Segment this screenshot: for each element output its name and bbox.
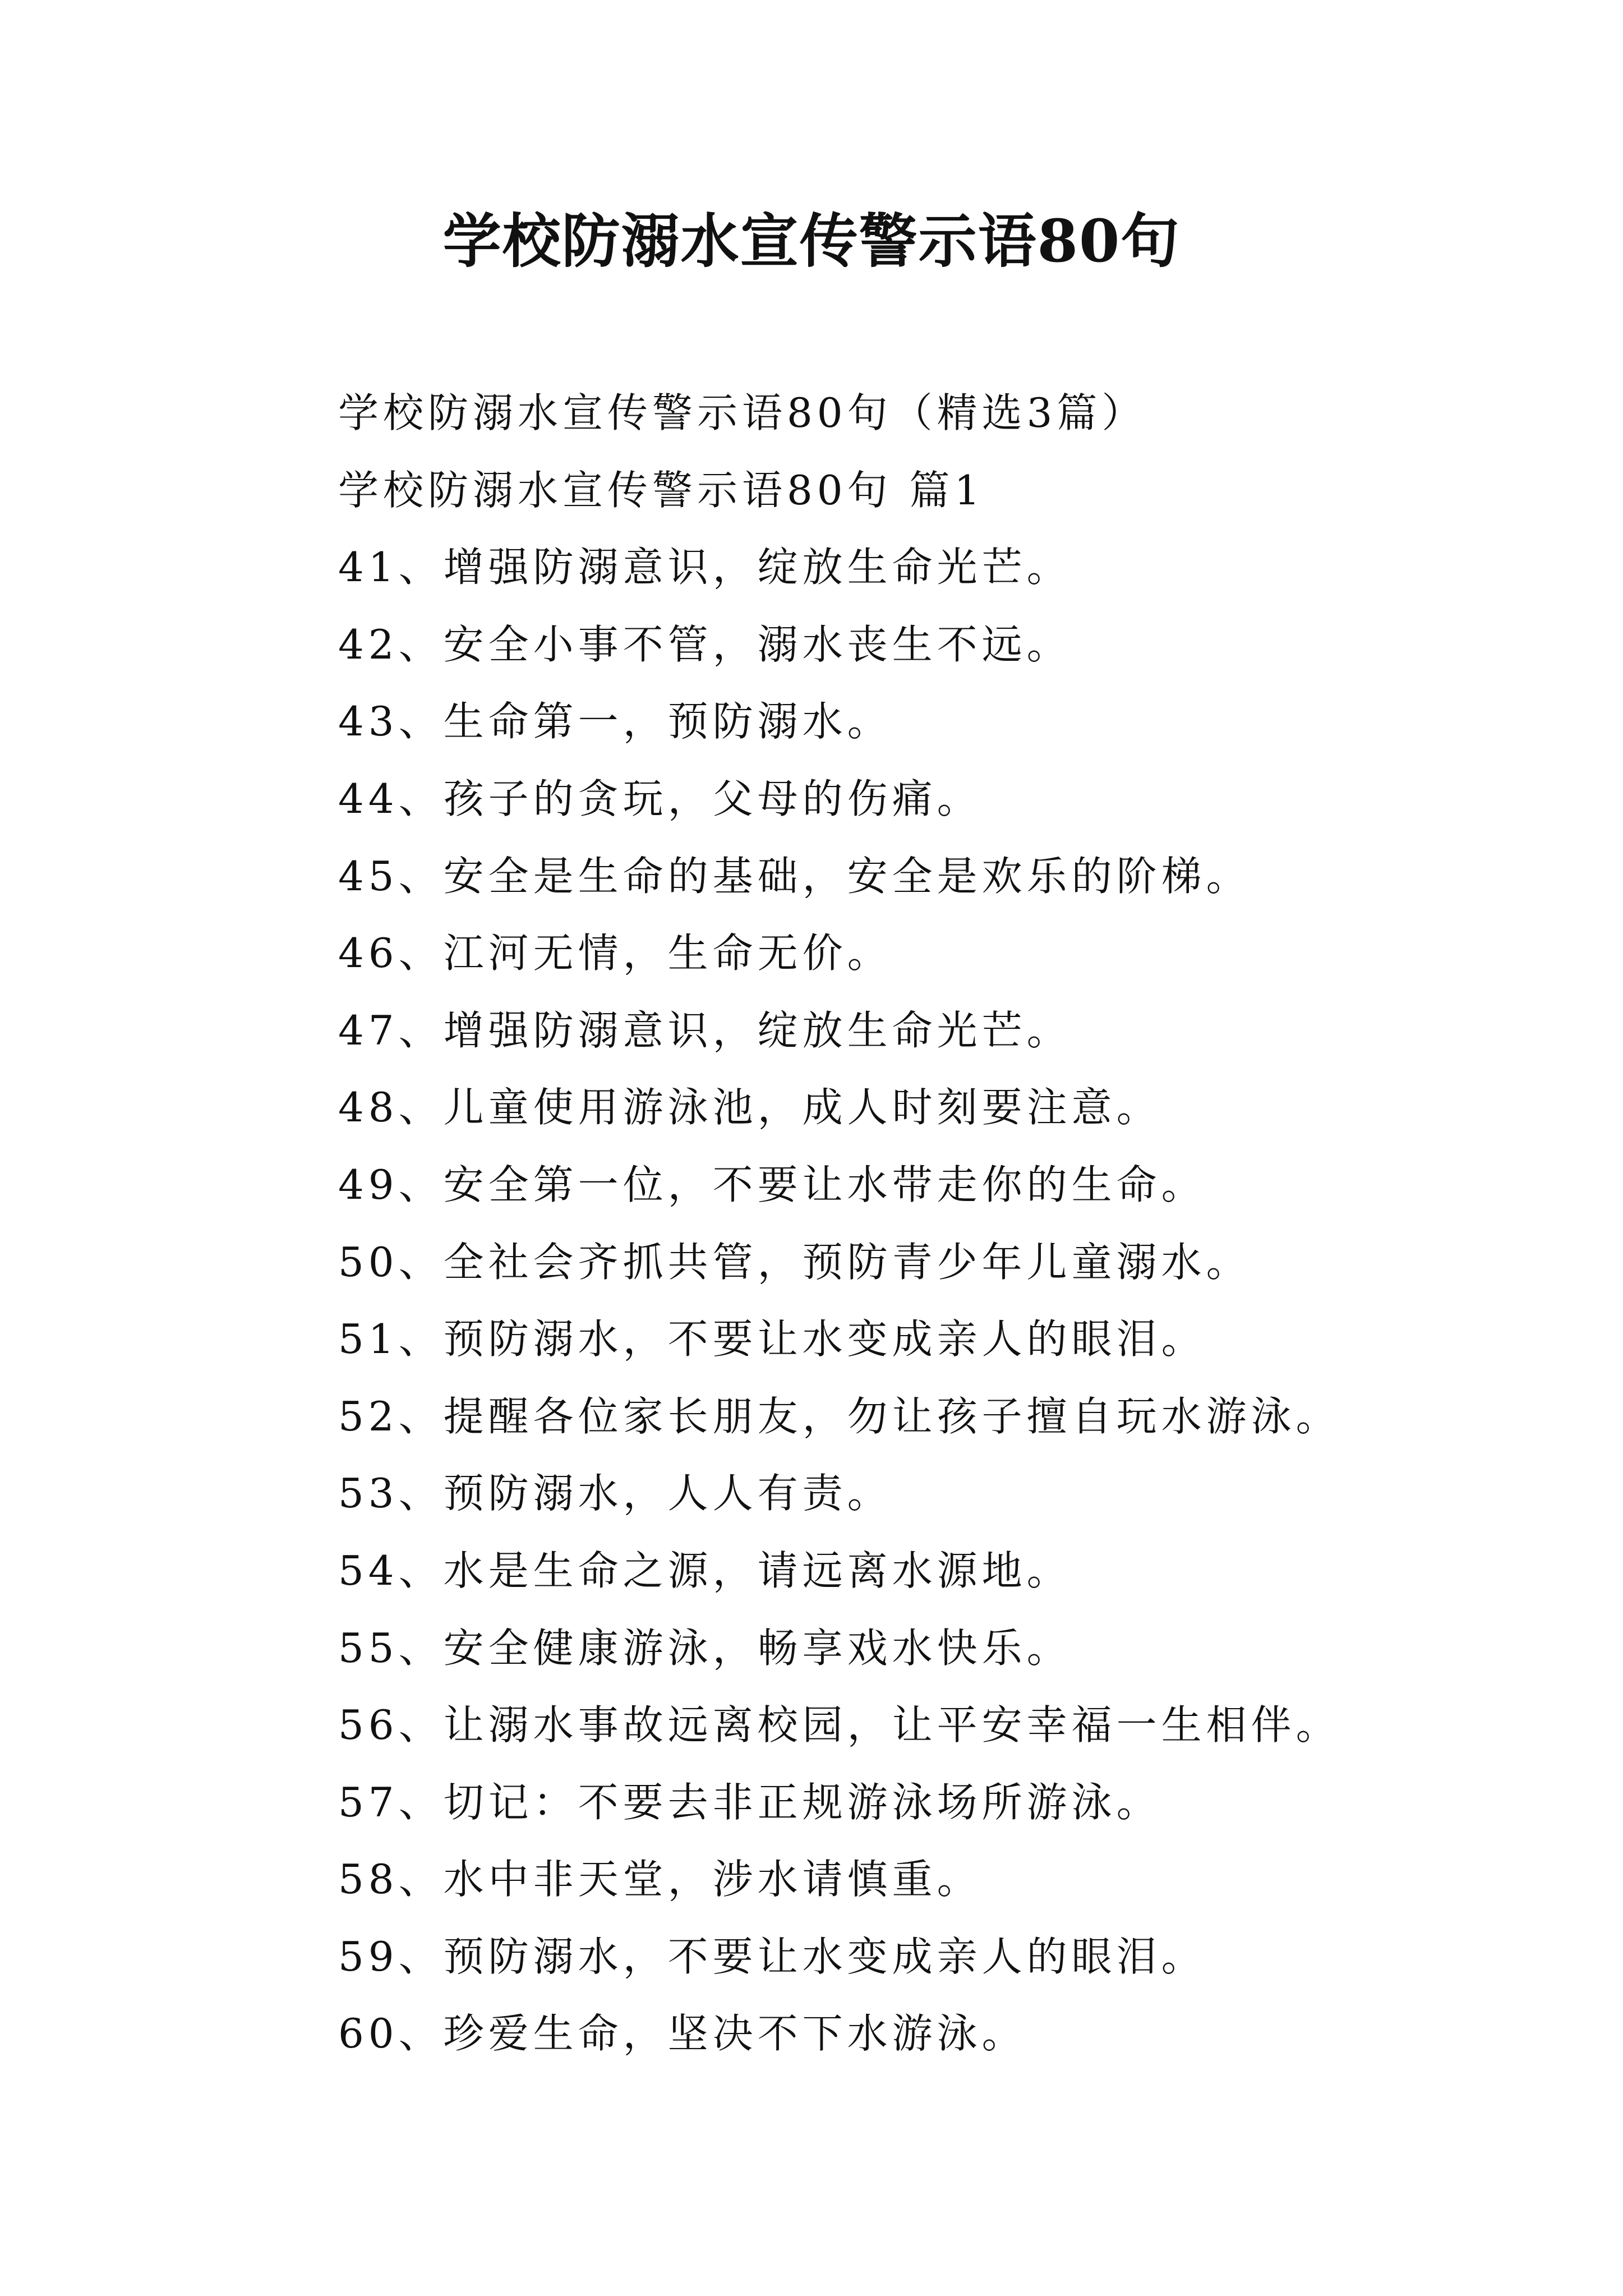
slogan-57: 57、切记：不要去非正规游泳场所游泳。 xyxy=(338,1778,1161,1826)
section-heading: 学校防溺水宣传警示语80句 篇1 xyxy=(338,466,985,514)
slogan-48: 48、儿童使用游泳池，成人时刻要注意。 xyxy=(338,1084,1161,1131)
subtitle-line: 学校防溺水宣传警示语80句（精选3篇） xyxy=(338,389,1147,436)
slogan-43: 43、生命第一，预防溺水。 xyxy=(338,698,892,746)
slogan-58: 58、水中非天堂，涉水请慎重。 xyxy=(338,1856,982,1903)
slogan-59: 59、预防溺水，不要让水变成亲人的眼泪。 xyxy=(338,1932,1206,1980)
slogan-44: 44、孩子的贪玩，父母的伤痛。 xyxy=(338,775,982,822)
slogan-41: 41、增强防溺意识，绽放生命光芒。 xyxy=(338,544,1072,591)
slogan-60: 60、珍爱生命，坚决不下水游泳。 xyxy=(338,2010,1027,2058)
slogan-42: 42、安全小事不管，溺水丧生不远。 xyxy=(338,620,1072,668)
slogan-51: 51、预防溺水，不要让水变成亲人的眼泪。 xyxy=(338,1315,1206,1363)
slogan-54: 54、水是生命之源，请远离水源地。 xyxy=(338,1547,1072,1594)
document-title: 学校防溺水宣传警示语80句 xyxy=(442,206,1181,275)
slogan-49: 49、安全第一位，不要让水带走你的生命。 xyxy=(338,1161,1206,1208)
slogan-52: 52、提醒各位家长朋友，勿让孩子擅自玩水游泳。 xyxy=(338,1392,1341,1440)
slogan-47: 47、增强防溺意识，绽放生命光芒。 xyxy=(338,1006,1072,1054)
slogan-45: 45、安全是生命的基础，安全是欢乐的阶梯。 xyxy=(338,852,1251,900)
slogan-53: 53、预防溺水，人人有责。 xyxy=(338,1470,892,1517)
document-body xyxy=(338,375,1516,2073)
slogan-46: 46、江河无情，生命无价。 xyxy=(338,930,892,977)
slogan-55: 55、安全健康游泳，畅享戏水快乐。 xyxy=(338,1624,1072,1672)
slogan-50: 50、全社会齐抓共管，预防青少年儿童溺水。 xyxy=(338,1238,1251,1286)
slogan-56: 56、让溺水事故远离校园，让平安幸福一生相伴。 xyxy=(338,1701,1341,1749)
